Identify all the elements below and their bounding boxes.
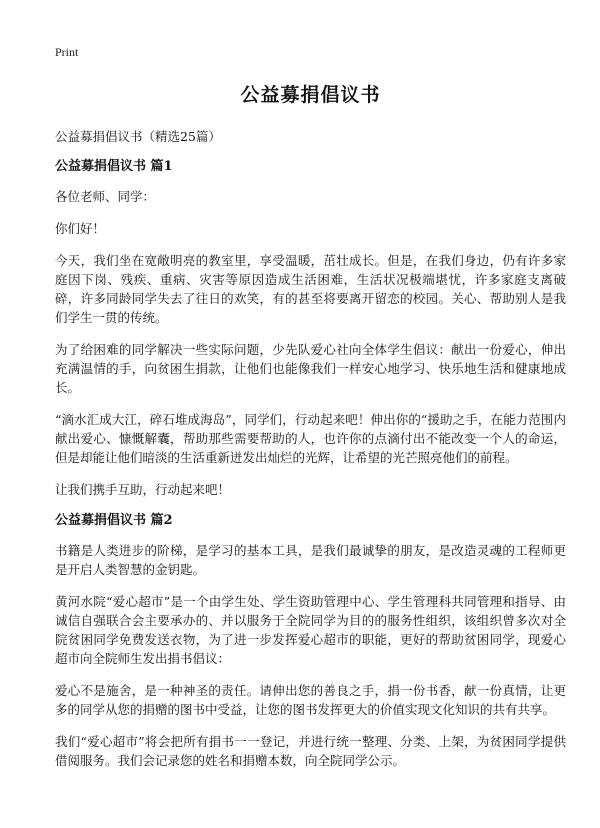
greeting: 各位老师、同学： <box>55 189 156 204</box>
document-subtitle: 公益募捐倡议书（精选25篇） <box>55 129 221 144</box>
section-heading: 公益募捐倡议书 篇2 <box>55 513 173 528</box>
salutation: 你们好！ <box>55 221 106 236</box>
section-heading: 公益募捐倡议书 篇1 <box>55 159 173 174</box>
paragraph: 爱心不是施舍，是一种神圣的责任。请伸出您的善良之手，捐一份书香，献一份真情，让更多的同学从您的捐赠的图书中受益，让您的图书发挥更大的价值实现文化知识的共有共享。 <box>55 683 566 717</box>
paragraph: 让我们携手互助，行动起来吧！ <box>55 482 231 497</box>
print-link[interactable]: Print <box>55 45 79 59</box>
section-2 <box>55 512 566 770</box>
paragraph: “滴水汇成大江，碎石堆成海岛”，同学们，行动起来吧！伸出你的“援助之手，在能力范围内献出爱心、慷慨解囊，帮助那些需要帮助的人，也许你的点滴付出不能改变一个人的命运，但是却能让他们暗淡的生活重新迸发出灿烂的光辉，让希望的光芒照亮他们的前程。 <box>55 412 566 465</box>
paragraph: 为了给困难的同学解决一些实际问题，少先队爱心社向全体学生倡议：献出一份爱心，伸出充满温情的手，向贫困生捐款，让他们也能像我们一样安心地学习、快乐地生活和健康地成长。 <box>55 342 566 395</box>
paragraph: 我们“爱心超市”将会把所有捐书一一登记，并进行统一整理、分类、上架，为贫困同学提供借阅服务。我们会记录您的姓名和捐赠本数，向全院同学公示。 <box>55 734 566 768</box>
paragraph: 书籍是人类进步的阶梯，是学习的基本工具，是我们最诚挚的朋友，是改造灵魂的工程师更是开启人类智慧的金钥匙。 <box>55 543 566 577</box>
document-title: 公益募捐倡议书 <box>240 84 381 106</box>
section-1 <box>55 158 566 499</box>
paragraph: 黄河水院“爱心超市”是一个由学生处、学生资助管理中心、学生管理科共同管理和指导、由诚信自强联合会主要承办的、并以服务于全院同学为目的的服务性组织，该组织曾多次对全院贫困同学免费发送衣物，为了进一步发挥爱心超市的职能，更好的帮助贫困同学，现爱心超市向全院师生发出捐书倡议： <box>55 594 566 666</box>
paragraph: 今天，我们坐在宽敞明亮的教室里，享受温暖，茁壮成长。但是，在我们身边，仍有许多家庭因下岗、残疾、重病、灾害等原因造成生活困难，生活状况极端堪忧，许多家庭支离破碎，许多同龄同学失去了往日的欢笑，有的甚至将要离开留恋的校园。关心、帮助别人是我们学生一贯的传统。 <box>55 253 566 325</box>
